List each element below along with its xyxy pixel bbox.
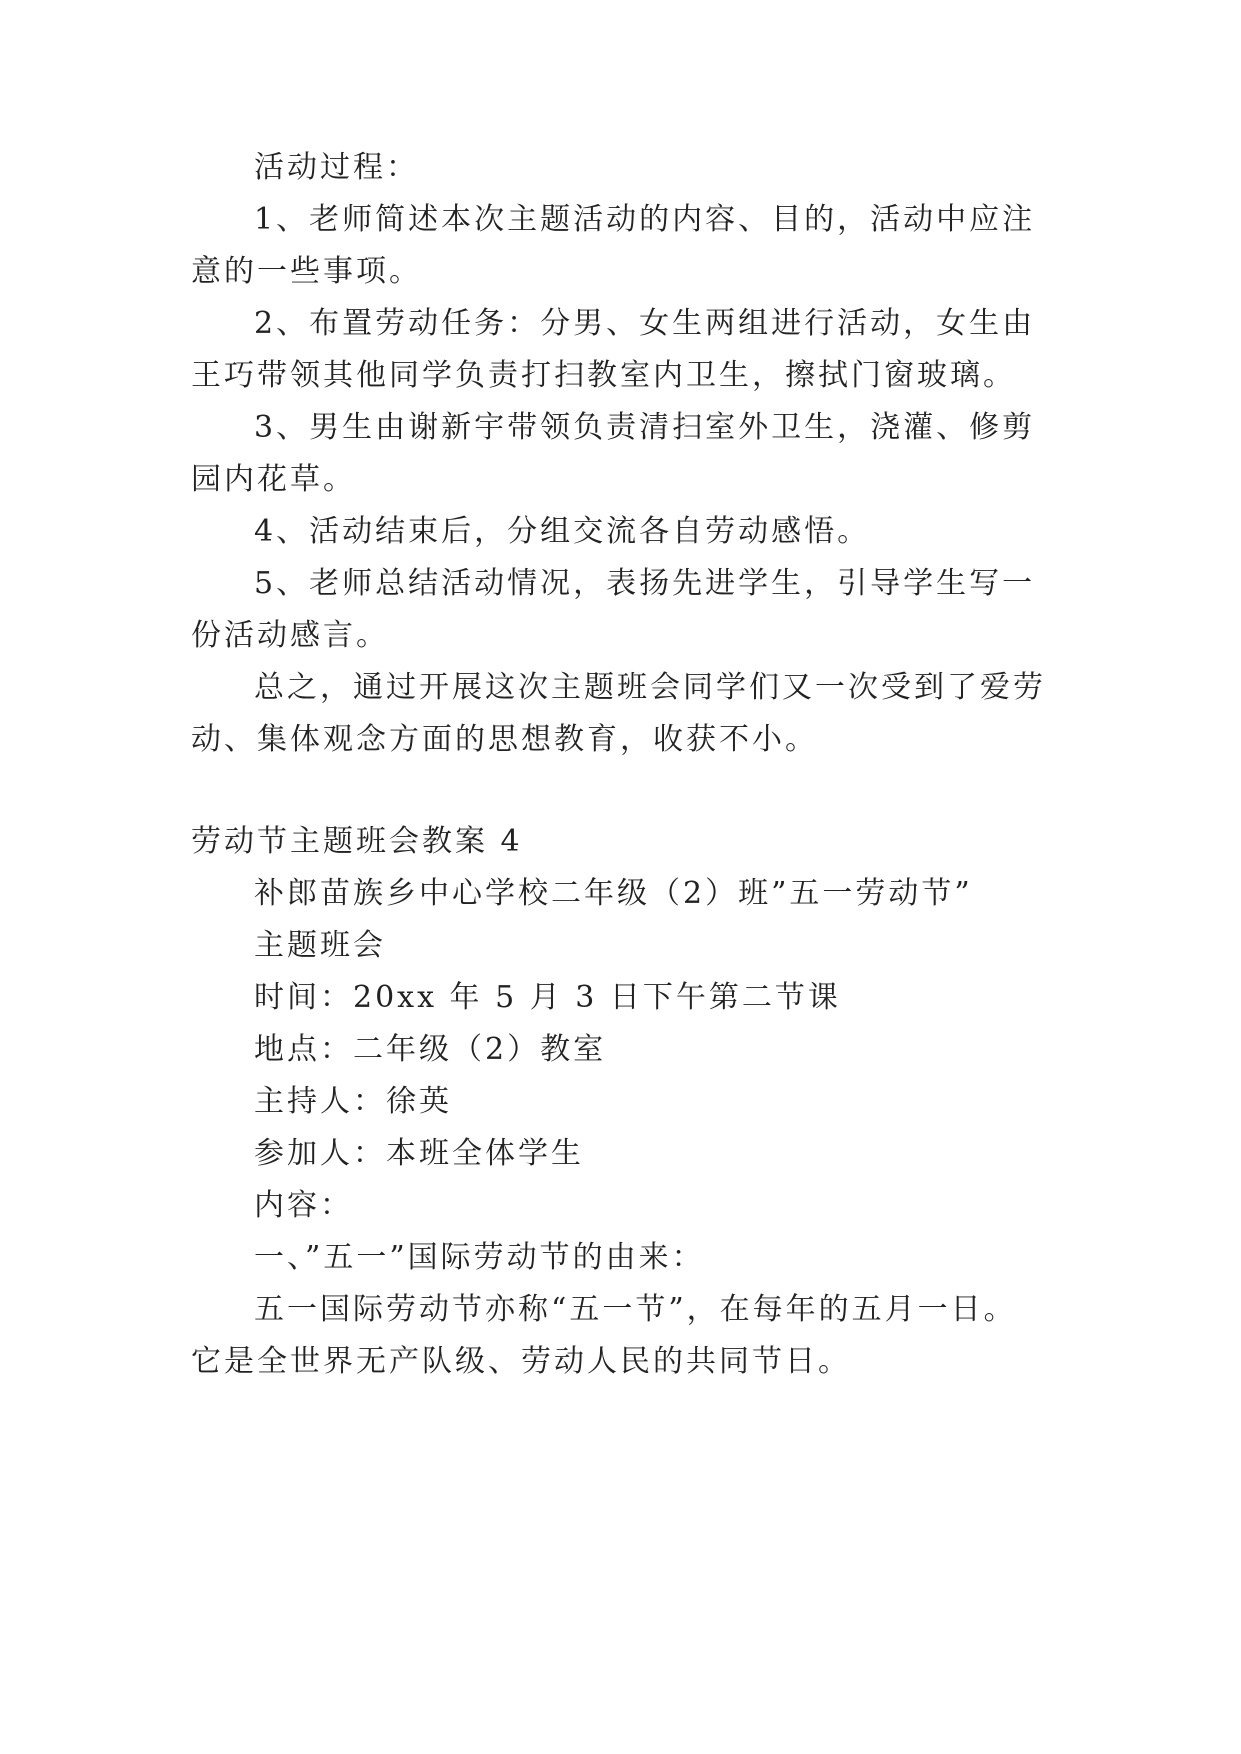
origin-text-line-2: 它是全世界无产队级、劳动人民的共同节日。 bbox=[191, 1344, 851, 1379]
step-3-line-1: 3、男生由谢新宇带领负责清扫室外卫生，浇灌、修剪 bbox=[254, 410, 1036, 445]
step-5-line-1: 5、老师总结活动情况，表扬先进学生，引导学生写一 bbox=[254, 566, 1036, 601]
subtitle-line-1: 补郎苗族乡中心学校二年级（2）班”五一劳动节” bbox=[254, 876, 973, 911]
subtitle-line-2: 主题班会 bbox=[254, 928, 386, 963]
step-1-line-1: 1、老师简述本次主题活动的内容、目的，活动中应注 bbox=[254, 202, 1036, 237]
content-label: 内容： bbox=[254, 1188, 353, 1223]
summary-line-1: 总之，通过开展这次主题班会同学们又一次受到了爱劳 bbox=[254, 670, 1046, 705]
participants-line: 参加人：本班全体学生 bbox=[254, 1136, 584, 1171]
step-1-line-2: 意的一些事项。 bbox=[191, 254, 422, 289]
activity-process-heading: 活动过程： bbox=[254, 150, 419, 185]
origin-text-line-1: 五一国际劳动节亦称“五一节”，在每年的五月一日。 bbox=[254, 1292, 1017, 1327]
summary-line-2: 动、集体观念方面的思想教育，收获不小。 bbox=[191, 722, 818, 757]
step-3-line-2: 园内花草。 bbox=[191, 462, 356, 497]
lesson-plan-title: 劳动节主题班会教案 4 bbox=[191, 824, 523, 859]
host-line: 主持人：徐英 bbox=[254, 1084, 452, 1119]
place-line: 地点：二年级（2）教室 bbox=[254, 1032, 607, 1067]
origin-heading: 一、”五一”国际劳动节的由来： bbox=[254, 1240, 705, 1275]
time-line: 时间：20xx 年 5 月 3 日下午第二节课 bbox=[254, 980, 841, 1015]
step-2-line-1: 2、布置劳动任务：分男、女生两组进行活动，女生由 bbox=[254, 306, 1036, 341]
step-2-line-2: 王巧带领其他同学负责打扫教室内卫生，擦拭门窗玻璃。 bbox=[191, 358, 1016, 393]
step-5-line-2: 份活动感言。 bbox=[191, 618, 389, 653]
step-4-line-1: 4、活动结束后，分组交流各自劳动感悟。 bbox=[254, 514, 871, 549]
